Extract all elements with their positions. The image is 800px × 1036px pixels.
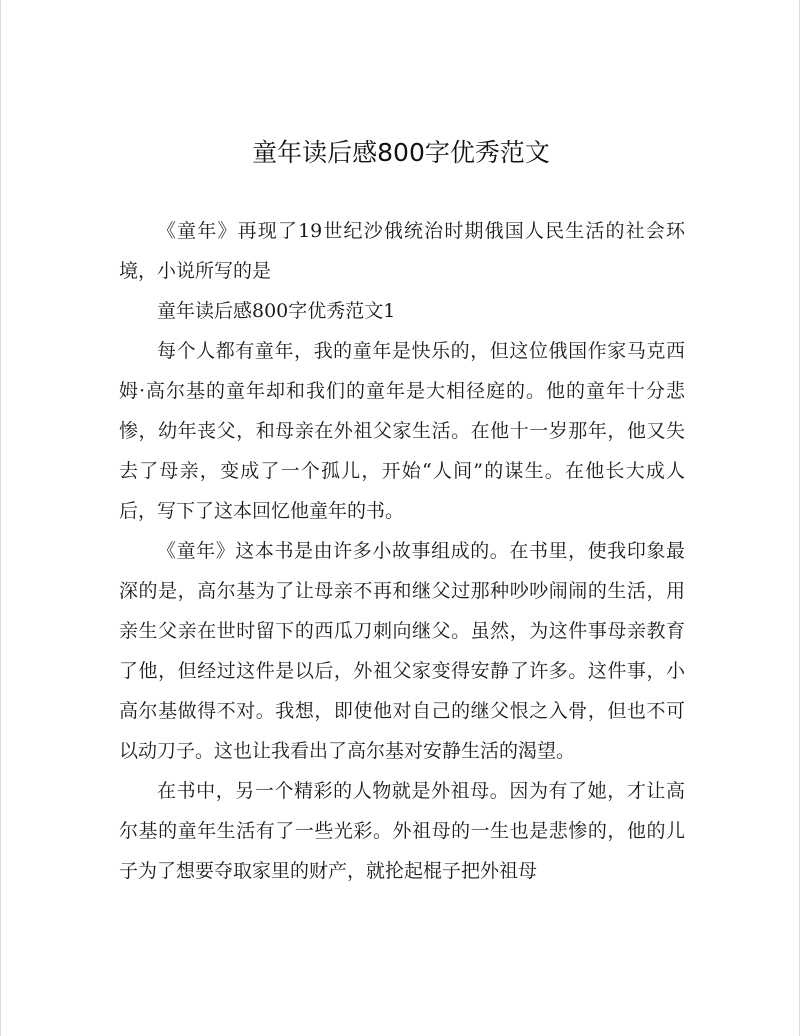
body-paragraph: 在书中，另一个精彩的人物就是外祖母。因为有了她，才让高尔基的童年生活有了一些光彩。外祖母的一生也是悲惨的，他的儿子为了想要夺取家里的财产，就抡起棍子把外祖母	[119, 780, 685, 882]
intro-paragraph: 《童年》再现了19世纪沙俄统治时期俄国人民生活的社会环境，小说所写的是	[119, 220, 685, 282]
document-title: 童年读后感800字优秀范文	[252, 138, 550, 167]
document-body	[119, 211, 685, 891]
body-paragraph: 《童年》这本书是由许多小故事组成的。在书里，使我印象最深的是，高尔基为了让母亲不再和继父过那种吵吵闹闹的生活，用亲生父亲在世时留下的西瓜刀刺向继父。虽然，为这件事母亲教育了他，但经过这件是以后，外祖父家变得安静了许多。这件事，小高尔基做得不对。我想，即使他对自己的继父恨之入骨，但也不可以动刀子。这也让我看出了高尔基对安静生活的渴望。	[119, 540, 685, 762]
body-paragraph: 每个人都有童年，我的童年是快乐的，但这位俄国作家马克西姆·高尔基的童年却和我们的童年是大相径庭的。他的童年十分悲惨，幼年丧父，和母亲在外祖父家生活。在他十一岁那年，他又失去了母亲，变成了一个孤儿，开始“人间”的谋生。在他长大成人后，写下了这本回忆他童年的书。	[119, 340, 685, 522]
section-heading: 童年读后感800字优秀范文1	[157, 300, 396, 322]
